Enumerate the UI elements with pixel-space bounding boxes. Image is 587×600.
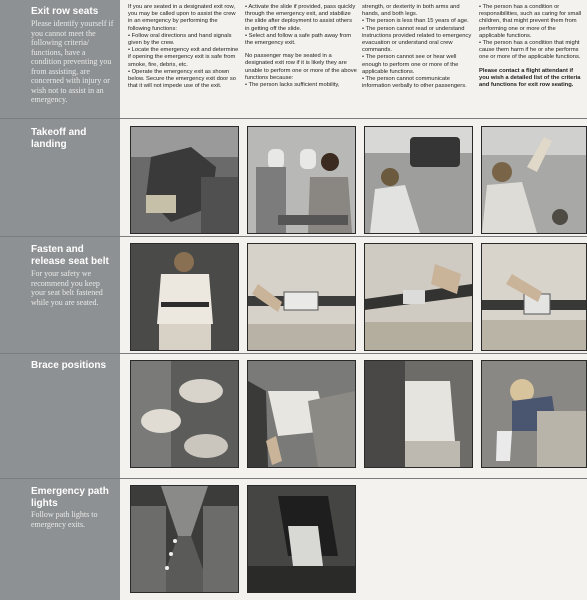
exit-row-text-col-2 — [245, 4, 357, 89]
divider — [0, 118, 587, 119]
bullet: • The person lacks sufficient mobility, — [245, 82, 340, 89]
bullet: • The person is less than 15 years of age. — [362, 18, 469, 25]
paragraph: If you are seated in a designated exit row, you may be called upon to assist the crew in an emergency by performing the following functions: — [128, 4, 236, 32]
section-title-takeoff-landing: Takeoff and landing — [31, 127, 87, 150]
section-subtitle-exit-row: Please identify yourself if you cannot meet the following criteria/ functions, have a condition preventing you from assisting, are concerned with injury or wish not to assist in an emergency. — [31, 19, 114, 104]
section-title-exit-row: Exit row seats — [31, 6, 99, 17]
section-title-seat-belt: Fasten and release seat belt — [31, 244, 109, 267]
exit-row-text-col-4 — [479, 4, 583, 89]
photo-seatbelt-tighten — [364, 243, 473, 351]
paragraph: No passenger may be seated in a designated exit row if it is likely they are unable to perform one or more of the above functions because: — [245, 53, 357, 81]
section-subtitle-path-lights: Follow path lights to emergency exits. — [31, 510, 98, 529]
photo-aisle-path-lights — [130, 485, 239, 593]
exit-row-text-col-1 — [128, 4, 240, 90]
photo-brace-rows — [130, 360, 239, 468]
section-subtitle-seat-belt: For your safety we recommend you keep your seat belt fastened while you are seated. — [31, 269, 103, 307]
divider — [0, 478, 587, 479]
paragraph: strength, or dexterity in both arms and hands, and both legs. — [362, 4, 460, 18]
photo-floor-path-lights — [247, 485, 356, 593]
bullet: • The person cannot see or hear well enough to perform one or more of the applicable functions. — [362, 54, 459, 75]
bullet: • Follow oral directions and hand signals given by the crew. — [128, 32, 232, 47]
bullet: • Operate the emergency exit as shown below. Secure the emergency exit door so that it will not impede use of the exit. — [128, 68, 236, 90]
photo-brace-toddler — [481, 360, 587, 468]
bullet: • The person cannot communicate information verbally to other passengers. — [362, 76, 467, 90]
photo-stow-bag-under-seat — [130, 126, 239, 234]
section-title-path-lights: Emergency path lights — [31, 486, 109, 509]
photo-seatbelt-release — [481, 243, 587, 351]
bullet: • Locate the emergency exit and determine if opening the emergency exit is safe from smoke, fire, debris, etc. — [128, 47, 239, 68]
photo-seat-upright — [247, 126, 356, 234]
bullet: • The person has a condition that might cause them harm if he or she performs one or more of the applicable functions. — [479, 40, 581, 61]
bullet: • Activate the slide if provided, pass quickly through the emergency exit, and stabilize the slide after deployment to assist others in getting off the slide. — [245, 4, 356, 32]
photo-brace-head-down — [247, 360, 356, 468]
divider — [0, 236, 587, 237]
bullet: • Select and follow a safe path away from the emergency exit. — [245, 32, 352, 47]
photo-seatbelt-seated — [130, 243, 239, 351]
photo-seatbelt-insert — [247, 243, 356, 351]
photo-brace-child — [364, 360, 473, 468]
bullet: • The person cannot read or understand instructions provided related to emergency evacuation or understand oral crew commands. — [362, 25, 472, 54]
photo-close-bin — [481, 126, 587, 234]
exit-row-text-col-3 — [362, 4, 474, 90]
photo-overhead-bin — [364, 126, 473, 234]
section-title-brace: Brace positions — [31, 360, 107, 371]
contact-note: Please contact a flight attendant if you wish a detailed list of the criteria and functions for exit row seating. — [479, 67, 581, 89]
bullet: • The person has a condition or responsibilities, such as caring for small children, that might prevent them from performing one or more of the applicable functions. — [479, 4, 582, 39]
divider — [0, 353, 587, 354]
